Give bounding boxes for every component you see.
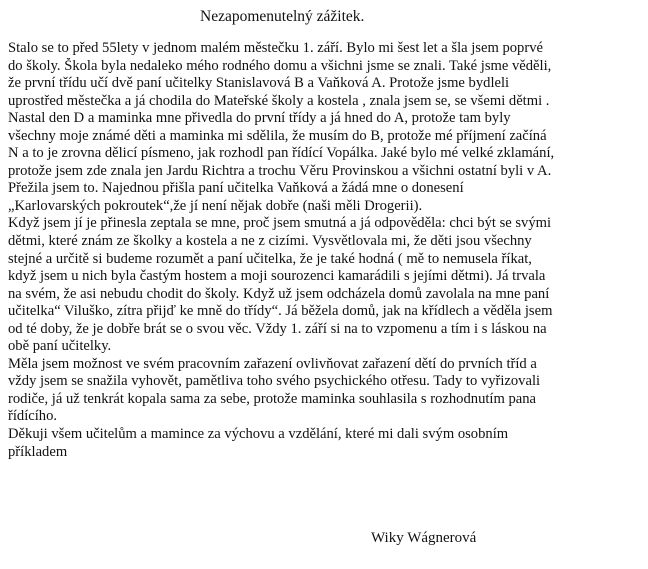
text-line: protože jsem zde znala jen Jardu Richtra a trochu Věru Provinskou a všichni ostatní byli v A. [8,162,552,179]
text-line: vždy jsem se snažila vyhovět, pamětliva toho svého psychického otřesu. Tady to vyřizovali [8,373,541,390]
text-line: na svém, že asi nebudu chodit do školy. Když už jsem odcházela domů zavolala na mne paní [8,285,550,302]
text-line: od té doby, že je dobře brát se o svou věc. Vždy 1. září si na to vzpomenu a tím i s láskou na [8,320,547,337]
document-body [8,40,644,461]
text-line: řídícího. [8,408,58,425]
text-line: dětmi, které znám ze školky a kostela a ne z cizími. Vysvětlovala mi, že děti jsou všechny [8,233,532,250]
author-signature: Wiky Wágnerová [371,530,477,546]
text-line: uprostřed městečka a já chodila do Mateřské školy a kostela , znala jsem se, se všemi dětmi . [8,92,550,109]
text-line: všechny moje známé děti a maminka mi sdělila, že musím do B, protože mé příjmení začíná [8,127,547,144]
text-line: do školy. Škola byla nedaleko mého rodného domu a všichni jsme se znali. Také jsme věděli, [8,57,552,74]
text-line: učitelka“ Viluško, zítra přijď ke mně do třídy“. Já běžela domů, jak na křídlech a věděla jsem [8,303,553,320]
text-line: N a to je zrovna dělicí písmeno, jak rozhodl pan řídící Vopálka. Jaké bylo mé velké zklamání, [8,145,555,162]
text-line: „Karlovarských pokroutek“,že jí není nějak dobře (naši měli Drogerii). [8,197,423,214]
text-line: Měla jsem možnost ve svém pracovním zařazení ovlivňovat zařazení dětí do prvních tříd a [8,355,537,372]
text-line: že první třídu učí dvě paní učitelky Stanislavová B a Vaňková A. Protože jsme bydleli [8,75,510,92]
text-line: Přežila jsem to. Najednou přišla paní učitelka Vaňková a žádá mne o donesení [8,180,464,197]
text-line: příkladem [8,443,68,460]
document-title: Nezapomenutelný zážitek. [200,8,365,25]
text-line: Když jsem jí je přinesla zeptala se mne, proč jsem smutná a já odpověděla: chci být se svými [8,215,552,232]
text-line: Nastal den D a maminka mne přivedla do první třídy a já hned do A, protože tam byly [8,110,511,127]
text-line: obě paní učitelky. [8,338,112,355]
text-line: rodiče, já už tenkrát kopala sama za sebe, protože maminka souhlasila s rozhodnutím pana [8,390,537,407]
text-line: Stalo se to před 55lety v jednom malém městečku 1. září. Bylo mi šest let a šla jsem poprvé [8,40,543,56]
text-line: když jsem u nich byla častým hostem a moji sourozenci kamarádili s jejími dětmi). Já trvala [8,268,546,285]
text-line: stejné a určitě si budeme rozumět a paní učitelka, že je také hodná ( mě to nemusela říkat, [8,250,532,267]
text-line: Děkuji všem učitelům a mamince za výchovu a vzdělání, které mi dali svým osobním [8,426,509,443]
